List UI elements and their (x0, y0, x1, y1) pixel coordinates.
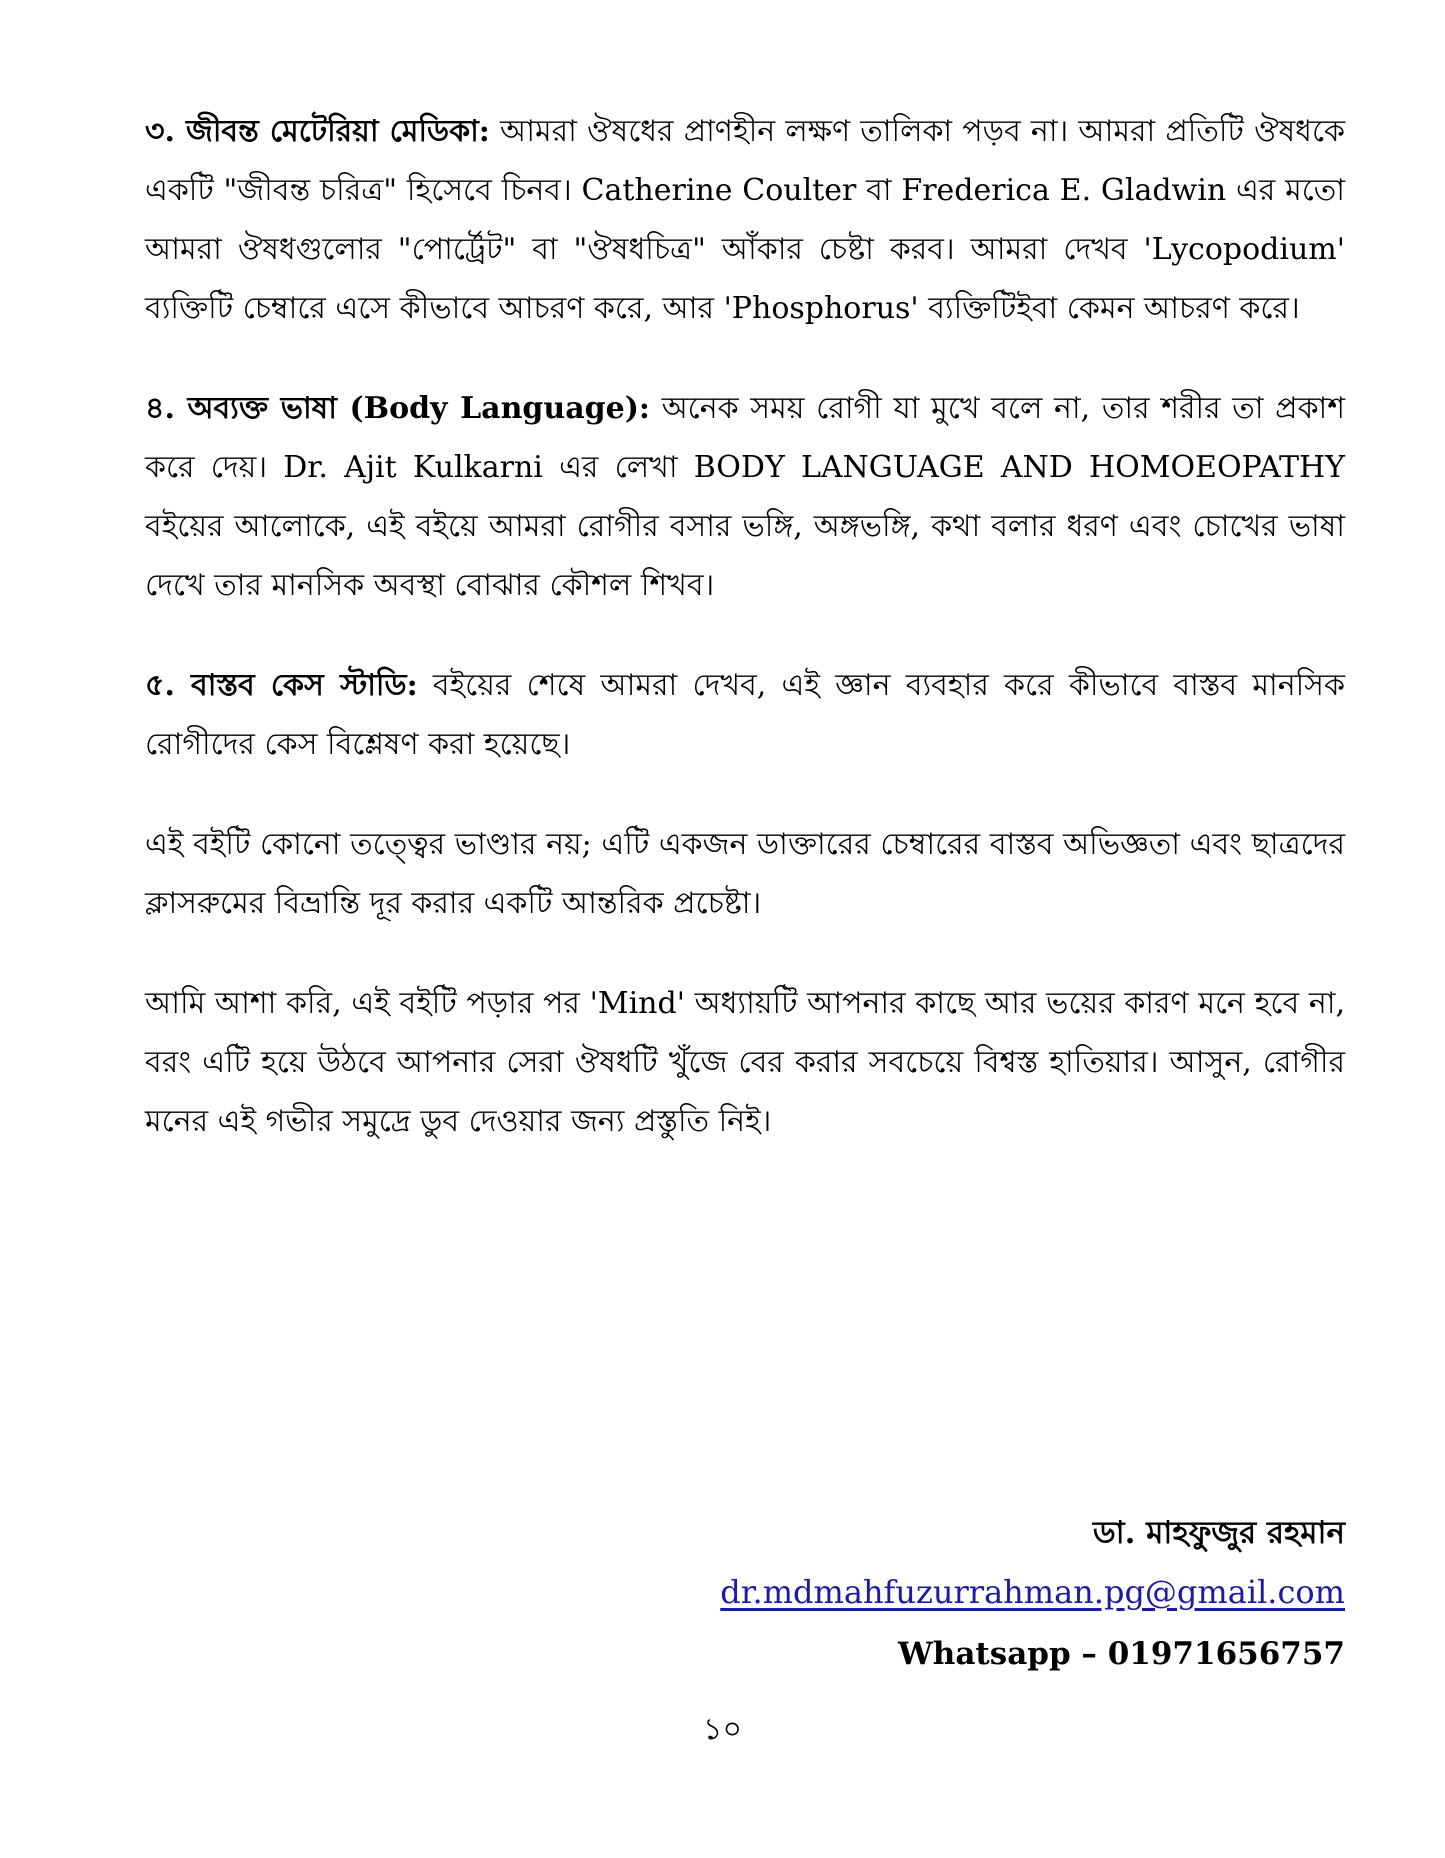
paragraph-body: অনেক সময় রোগী যা মুখে বলে না, তার শরীর তা প্রকাশ করে দেয়। Dr. Ajit Kulkarni এর লেখা BODY LANGUAGE AND HOMOEOPATHY বইয়ের আলোকে, এই বইয়ে আমরা রোগীর বসার ভঙ্গি, অঙ্গভঙ্গি, কথা বলার ধরণ এবং চোখের ভাষা দেখে তার মানসিক অবস্থা বোঝার কৌশল শিখব। (145, 391, 1346, 603)
paragraph-body-language (145, 379, 1345, 615)
paragraph-case-study (145, 656, 1345, 774)
author-signature-block (720, 1505, 1345, 1685)
paragraph-body: আমরা ঔষধের প্রাণহীন লক্ষণ তালিকা পড়ব না। আমরা প্রতিটি ঔষধকে একটি "জীবন্ত চরিত্র" হিসেবে চিনব। Catherine Coulter বা Frederica E. Gladwin এর মতো আমরা ঔষধগুলোর "পোর্ট্রেট" বা "ঔষধচিত্র" আঁকার চেষ্টা করব। আমরা দেখব 'Lycopodium' ব্যক্তিটি চেম্বারে এসে কীভাবে আচরণ করে, আর 'Phosphorus' ব্যক্তিটিইবা কেমন আচরণ করে। (145, 114, 1345, 326)
author-email-link[interactable]: dr.mdmahfuzurrahman.pg@gmail.com (720, 1573, 1345, 1611)
body-content (145, 102, 1345, 1192)
page-number: ১০ (703, 1712, 742, 1747)
paragraph-heading: ৫. বাস্তব কেস স্টাডি: (145, 668, 418, 703)
paragraph-body: বইয়ের শেষে আমরা দেখব, এই জ্ঞান ব্যবহার করে কীভাবে বাস্তব মানসিক রোগীদের কেস বিশ্লেষণ করা হয়েছে। (145, 668, 1345, 762)
paragraph-body: এই বইটি কোনো তত্ত্বের ভাণ্ডার নয়; এটি একজন ডাক্তারের চেম্বারের বাস্তব অভিজ্ঞতা এবং ছাত্রদের ক্লাসরুমের বিভ্রান্তি দূর করার একটি আন্তরিক প্রচেষ্টা। (145, 827, 1345, 921)
paragraph-book-purpose (145, 815, 1345, 933)
paragraph-heading: ৩. জীবন্ত মেটেরিয়া মেডিকা: (145, 114, 490, 149)
paragraph-closing-hope (145, 974, 1345, 1151)
paragraph-heading: ৪. অব্যক্ত ভাষা (Body Language): (145, 391, 650, 426)
paragraph-body: আমি আশা করি, এই বইটি পড়ার পর 'Mind' অধ্যায়টি আপনার কাছে আর ভয়ের কারণ মনে হবে না, বরং এটি হয়ে উঠবে আপনার সেরা ঔষধটি খুঁজে বের করার সবচেয়ে বিশ্বস্ত হাতিয়ার। আসুন, রোগীর মনের এই গভীর সমুদ্রে ডুব দেওয়ার জন্য প্রস্তুতি নিই। (145, 986, 1345, 1139)
paragraph-living-materia-medica (145, 102, 1345, 338)
author-whatsapp: Whatsapp – 01971656757 (897, 1636, 1345, 1672)
author-name: ডা. মাহফুজুর রহমান (1092, 1515, 1345, 1551)
